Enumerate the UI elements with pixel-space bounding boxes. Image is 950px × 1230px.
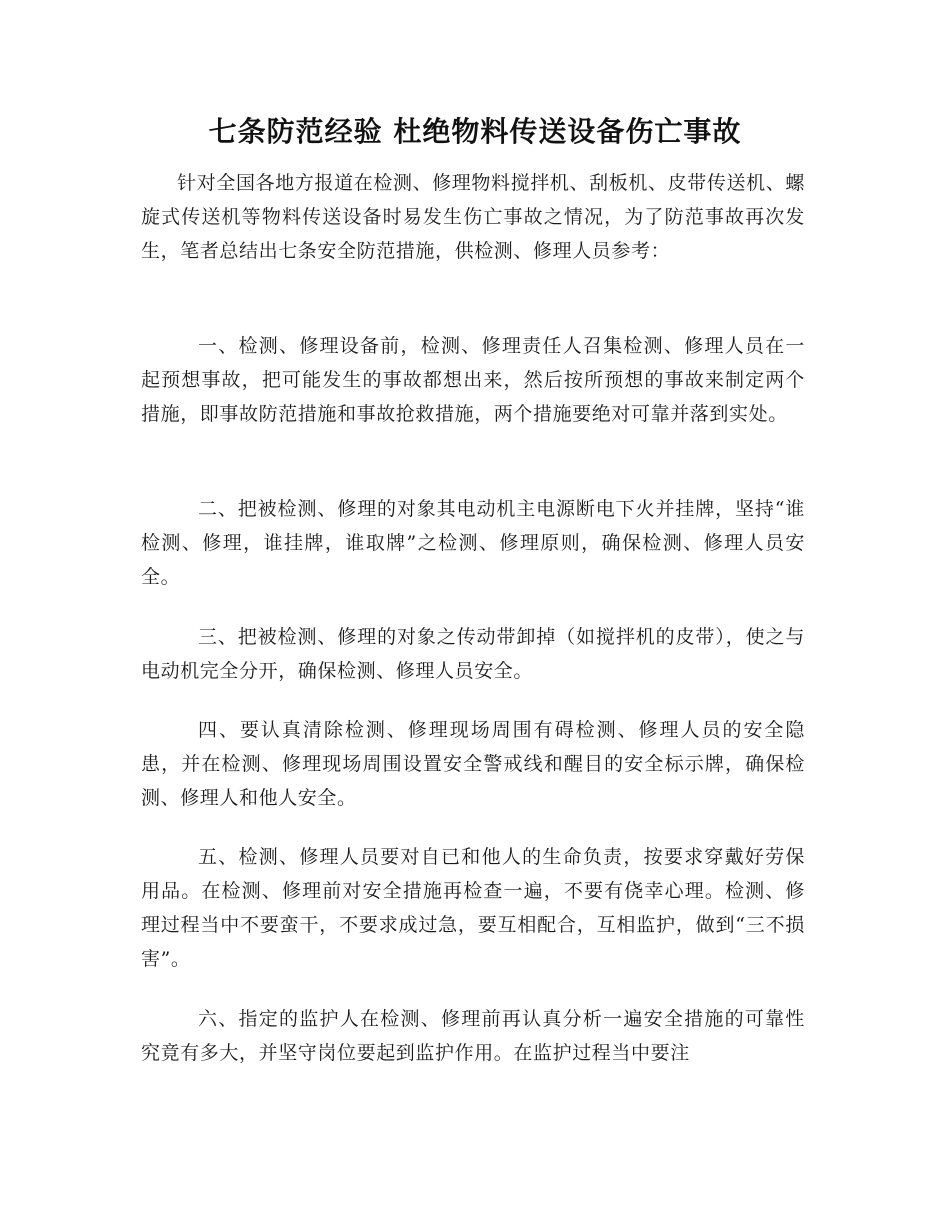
measure-paragraph-4: 四、要认真清除检测、修理现场周围有碍检测、修理人员的安全隐患，并在检测、修理现场周围设置安全警戒线和醒目的安全标示牌，确保检测、修理人和他人安全。 [141,719,805,809]
intro-paragraph: 针对全国各地方报道在检测、修理物料搅拌机、刮板机、皮带传送机、螺旋式传送机等物料传送设备时易发生伤亡事故之情况，为了防范事故再次发生，笔者总结出七条安全防范措施，供检测、修理人员参考： [141,172,805,262]
measure-paragraph-1: 一、检测、修理设备前，检测、修理责任人召集检测、修理人员在一起预想事故，把可能发生的事故都想出来，然后按所预想的事故来制定两个措施，即事故防范措施和事故抢救措施，两个措施要绝对可靠并落到实处。 [141,335,805,425]
document-title: 七条防范经验 杜绝物料传送设备伤亡事故 [208,115,742,148]
measure-paragraph-2: 二、把被检测、修理的对象其电动机主电源断电下火并挂牌，坚持“谁检测、修理，谁挂牌，谁取牌”之检测、修理原则，确保检测、修理人员安全。 [141,498,805,588]
measure-paragraph-3: 三、把被检测、修理的对象之传动带卸掉（如搅拌机的皮带），使之与电动机完全分开，确保检测、修理人员安全。 [141,626,805,682]
measure-paragraph-6: 六、指定的监护人在检测、修理前再认真分析一遍安全措施的可靠性究竟有多大，并坚守岗位要起到监护作用。在监护过程当中要注 [141,1008,805,1064]
measure-paragraph-5: 五、检测、修理人员要对自已和他人的生命负责，按要求穿戴好劳保用品。在检测、修理前对安全措施再检查一遍，不要有侥幸心理。检测、修理过程当中不要蛮干，不要求成过急，要互相配合，互相监护，做到“三不损害”。 [141,846,805,970]
